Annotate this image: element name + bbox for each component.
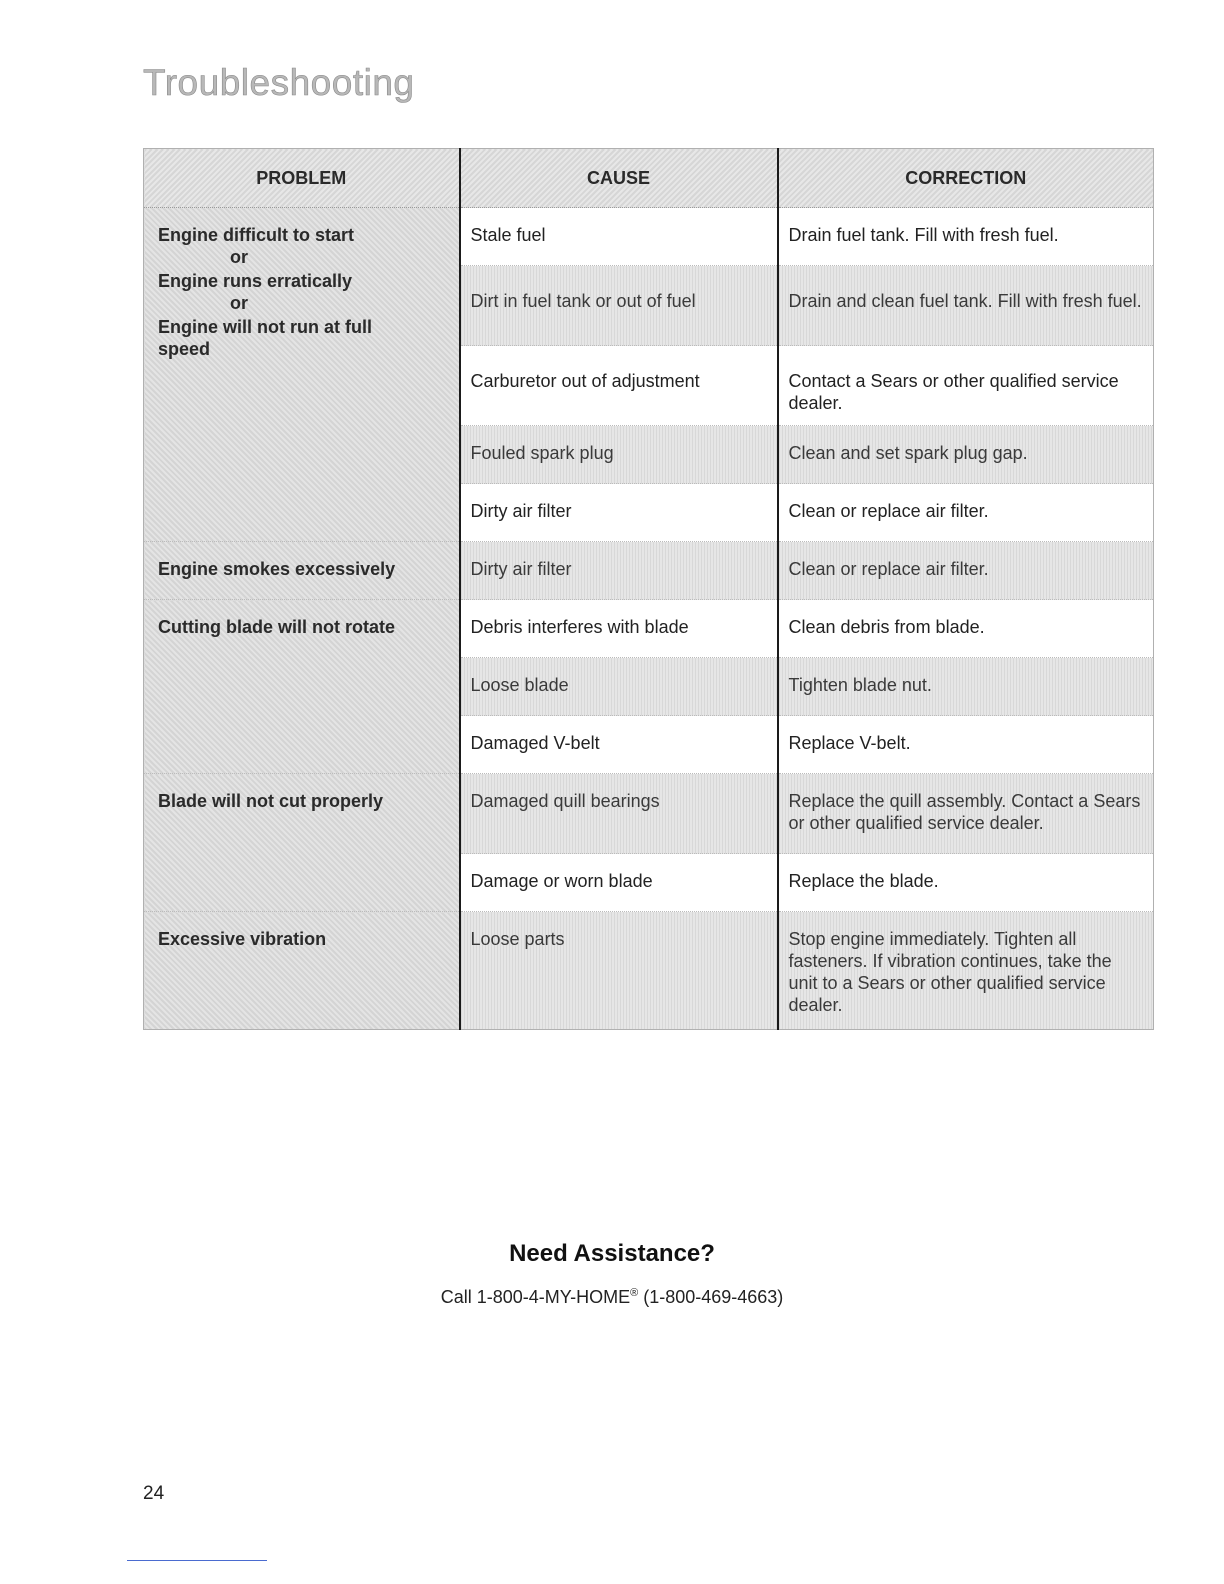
problem-text: Excessive vibration bbox=[158, 929, 327, 949]
cause-cell: Dirt in fuel tank or out of fuel bbox=[460, 266, 778, 346]
assistance-call-prefix: Call 1-800-4-MY-HOME bbox=[440, 1287, 631, 1307]
table-row bbox=[144, 600, 1154, 658]
problem-text: Engine runs erratically bbox=[158, 271, 353, 291]
assistance-title: Need Assistance? bbox=[509, 1240, 715, 1267]
troubleshooting-table bbox=[143, 148, 1154, 1030]
correction-cell: Clean debris from blade. bbox=[778, 600, 1154, 658]
table-row bbox=[144, 208, 1154, 266]
cause-cell: Loose blade bbox=[460, 658, 778, 716]
problem-cell bbox=[144, 774, 460, 912]
correction-cell: Replace the blade. bbox=[778, 854, 1154, 912]
problem-cell bbox=[144, 542, 460, 600]
table-row bbox=[144, 542, 1154, 600]
table-row bbox=[144, 912, 1154, 1030]
cause-cell: Dirty air filter bbox=[460, 542, 778, 600]
cause-cell: Damaged quill bearings bbox=[460, 774, 778, 854]
problem-text: Engine smokes excessively bbox=[158, 559, 396, 579]
problem-text: Cutting blade will not rotate bbox=[158, 617, 395, 637]
assistance-phone-line bbox=[0, 1287, 1224, 1308]
correction-cell: Clean or replace air filter. bbox=[778, 542, 1154, 600]
table-row bbox=[144, 774, 1154, 854]
cause-cell: Loose parts bbox=[460, 912, 778, 1030]
header-problem: PROBLEM bbox=[144, 149, 460, 208]
table-header-row bbox=[144, 149, 1154, 208]
correction-cell: Replace V-belt. bbox=[778, 716, 1154, 774]
bottom-divider bbox=[127, 1560, 267, 1561]
correction-cell: Drain and clean fuel tank. Fill with fresh fuel. bbox=[778, 266, 1154, 346]
correction-cell: Replace the quill assembly. Contact a Sears or other qualified service dealer. bbox=[778, 774, 1154, 854]
header-cause: CAUSE bbox=[460, 149, 778, 208]
problem-or: or bbox=[230, 293, 248, 313]
cause-cell: Dirty air filter bbox=[460, 484, 778, 542]
correction-cell: Contact a Sears or other qualified service dealer. bbox=[778, 346, 1154, 426]
cause-cell: Fouled spark plug bbox=[460, 426, 778, 484]
cause-cell: Carburetor out of adjustment bbox=[460, 346, 778, 426]
registered-mark: ® bbox=[630, 1287, 639, 1299]
correction-cell: Drain fuel tank. Fill with fresh fuel. bbox=[778, 208, 1154, 266]
problem-text: Blade will not cut properly bbox=[158, 791, 384, 811]
page-title: Troubleshooting bbox=[143, 62, 415, 103]
correction-cell: Stop engine immediately. Tighten all fasteners. If vibration continues, take the unit to a Sears or other qualified service dealer. bbox=[778, 912, 1154, 1030]
cause-cell: Damage or worn blade bbox=[460, 854, 778, 912]
problem-or: or bbox=[230, 247, 248, 267]
header-correction: CORRECTION bbox=[778, 149, 1154, 208]
cause-cell: Debris interferes with blade bbox=[460, 600, 778, 658]
problem-cell bbox=[144, 600, 460, 774]
problem-text: Engine will not run at full speed bbox=[158, 317, 372, 359]
problem-cell bbox=[144, 912, 460, 1030]
cause-cell: Damaged V-belt bbox=[460, 716, 778, 774]
problem-cell bbox=[144, 208, 460, 542]
page-number: 24 bbox=[143, 1483, 165, 1504]
assistance-call-suffix: (1-800-469-4663) bbox=[638, 1287, 784, 1307]
cause-cell: Stale fuel bbox=[460, 208, 778, 266]
correction-cell: Tighten blade nut. bbox=[778, 658, 1154, 716]
problem-text: Engine difficult to start bbox=[158, 225, 354, 245]
correction-cell: Clean or replace air filter. bbox=[778, 484, 1154, 542]
correction-cell: Clean and set spark plug gap. bbox=[778, 426, 1154, 484]
